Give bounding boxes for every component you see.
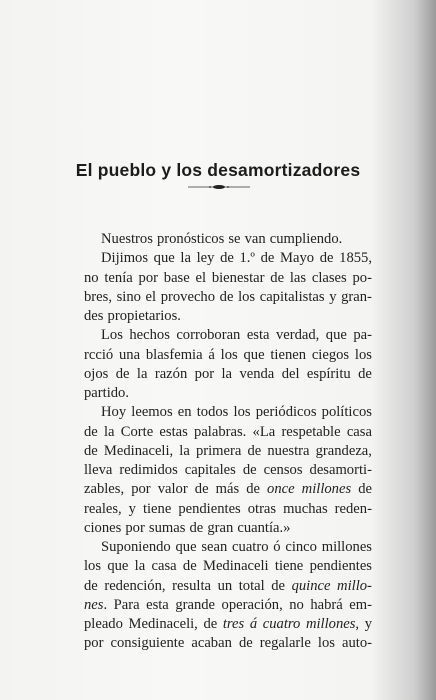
word: grande [175,596,216,613]
word: gran [207,519,234,536]
word: Nuestros [101,231,153,247]
word: que [175,539,197,555]
word: reden- [334,500,372,517]
word: Corte [120,423,154,440]
word: rcció [84,346,114,363]
word: tiene [274,558,304,575]
word: sumas [148,519,186,536]
word: una [118,346,141,363]
word: ley [196,250,215,267]
word: pendientes [178,500,241,517]
word: consiguiente [110,635,185,652]
word: espíritu [306,365,351,382]
word: y [329,288,337,305]
word: de [270,269,285,286]
text-line [84,365,372,384]
word [292,577,331,596]
word: pleado [84,616,123,632]
text-line [84,615,372,634]
word: de [242,462,257,478]
word: respetable [281,423,341,440]
word: políticos [321,404,372,421]
word: el [195,269,207,286]
text-line [84,307,372,326]
word: de [84,577,98,594]
word: la [180,250,191,267]
word: Medinaceli, [103,442,174,459]
word: de [260,250,275,267]
word: estas [159,423,188,440]
word: que [107,558,129,575]
word [337,577,372,596]
word: un [217,577,233,594]
italic-word: á [249,616,258,632]
word: los [354,346,372,363]
word: sino [116,288,141,305]
word: los [84,558,102,575]
word: no [84,269,99,286]
word: Para [113,596,140,613]
word: casa [346,423,372,440]
word: em- [349,596,372,613]
word: por [131,481,151,498]
word: otras [247,500,277,517]
word: razón [154,365,188,382]
word: los [233,404,251,421]
word: la [104,423,115,440]
word: partido. [84,385,129,401]
word: provecho [160,288,216,305]
word: cuatro [232,539,269,555]
word: palabras. [194,423,247,440]
word: de [194,481,209,498]
word: corroboran [176,327,241,344]
word: verdad, [275,327,320,344]
text-line [84,346,372,365]
italic-word: cuatro [262,616,301,632]
text-line [84,461,372,480]
word: el [145,288,157,305]
word: millones [321,539,372,555]
word: capitales [184,462,236,478]
text-line [84,538,372,557]
word: gran- [341,288,372,305]
word: capitalistas [259,288,325,305]
word: zables, [84,481,125,498]
italic-word: nes [84,596,104,613]
word: de [319,250,334,267]
word: de [247,442,262,459]
word: 1855, [339,250,372,267]
word: hechos [129,327,170,344]
word: todos [196,404,229,421]
word: que [243,346,265,363]
word: la [134,558,146,575]
word: habrá [310,596,343,613]
text-line [84,384,372,403]
word [250,615,257,634]
word: regalarle [259,635,311,652]
text-line [84,577,372,596]
word: cinco [285,539,317,555]
word: la [179,442,190,459]
word: blasfemia [145,346,203,363]
word: y [128,500,136,517]
word: de [203,616,218,632]
word: por [194,365,215,382]
word: redimidos [119,462,178,478]
word: por [84,635,104,652]
word: que [153,250,175,267]
word: tienen [270,346,307,363]
word: que [325,327,347,344]
text-line [84,288,372,307]
word: esta [146,596,169,613]
word: Hoy [101,404,127,421]
word: millones, [305,616,360,632]
word: las [289,269,307,286]
text-line [84,519,372,538]
word: nes. [84,596,108,613]
word: Suponiendo [101,539,171,555]
text-line [84,230,372,249]
word: cumpliendo. [269,231,343,247]
word [263,615,301,634]
text-line [84,269,372,288]
word: de [189,519,204,536]
word [223,615,244,634]
word: acaban [191,635,232,652]
text-line [84,596,372,615]
word: resulta [172,577,211,594]
word: de [219,288,234,305]
word: operación, [221,596,283,613]
italic-word: once [267,481,295,498]
word: venda [239,365,275,382]
word: ojos [84,365,109,382]
word: los [220,346,238,363]
word: Los [101,327,123,344]
word: ciegos [311,346,350,363]
word: nuestra [267,442,310,459]
word: pa- [353,327,372,344]
word: la [136,365,148,382]
word: periódicos [255,404,317,421]
word: los [317,635,335,652]
word: auto- [341,635,372,652]
italic-word: millo- [337,577,372,594]
word: no [289,596,304,613]
word: valor [157,481,188,498]
word: se [228,231,241,247]
word: ó [273,539,281,555]
word: leemos [131,404,173,421]
word: de [220,250,234,267]
word: 1.º [239,250,255,267]
word: lleva [84,462,113,478]
word: Medinaceli [202,558,269,575]
word: por [125,519,145,536]
word: total [238,577,265,594]
word: esta [246,327,270,344]
word: á [208,346,215,363]
word: base [163,269,190,286]
word: desamorti- [309,462,372,478]
word: sean [201,539,228,555]
text-line [84,326,372,345]
word: de [358,481,372,498]
word: de [84,442,98,459]
word: «La [252,423,276,440]
text-line [84,634,372,653]
text-line [84,249,372,268]
word: de [246,481,260,498]
word: de [84,423,98,440]
word: cuantía.» [237,519,291,536]
word: de [182,558,197,575]
word [267,480,295,499]
word: pendientes [309,558,372,575]
word: de [271,577,286,594]
word: por [138,269,158,286]
word: primera [195,442,242,459]
word: clases [311,269,347,286]
word: propietarios. [107,308,181,324]
word: la [221,365,233,382]
word: casa [151,558,177,575]
word: ciones [84,519,122,536]
word: bres, [84,288,112,305]
chapter-title: El pueblo y los desamortizadores [75,160,361,180]
word: de [358,365,372,382]
word: y [364,616,372,632]
text-line [84,442,372,461]
word: censos [263,462,303,478]
word: Medinaceli, [128,616,198,632]
text-line [84,557,372,576]
italic-word: quince [291,577,331,594]
word: los [238,288,256,305]
body-text [84,230,372,654]
word: bienestar [211,269,265,286]
word: más [215,481,240,498]
word: grandeza, [315,442,372,459]
word [302,480,351,499]
word: redención, [104,577,166,594]
word: des [84,308,104,324]
text-line [84,423,372,442]
word: Mayo [280,250,315,267]
word: van [244,231,266,247]
title-ornament [188,184,250,190]
italic-word: millones [305,616,356,632]
word: po- [352,269,372,286]
italic-word: tres [222,616,245,632]
text-line [84,403,372,422]
italic-word: millones [301,481,352,498]
word: tenía [104,269,133,286]
word: tiene [142,500,172,517]
word: Dijimos [101,250,149,267]
word: pronósticos [156,231,225,247]
text-line [84,500,372,519]
word: de [238,635,253,652]
word: de [115,365,130,382]
text-line [84,480,372,499]
word: muchas [283,500,328,517]
word: reales, [84,500,122,517]
word: del [281,365,300,382]
word: en [177,404,192,421]
